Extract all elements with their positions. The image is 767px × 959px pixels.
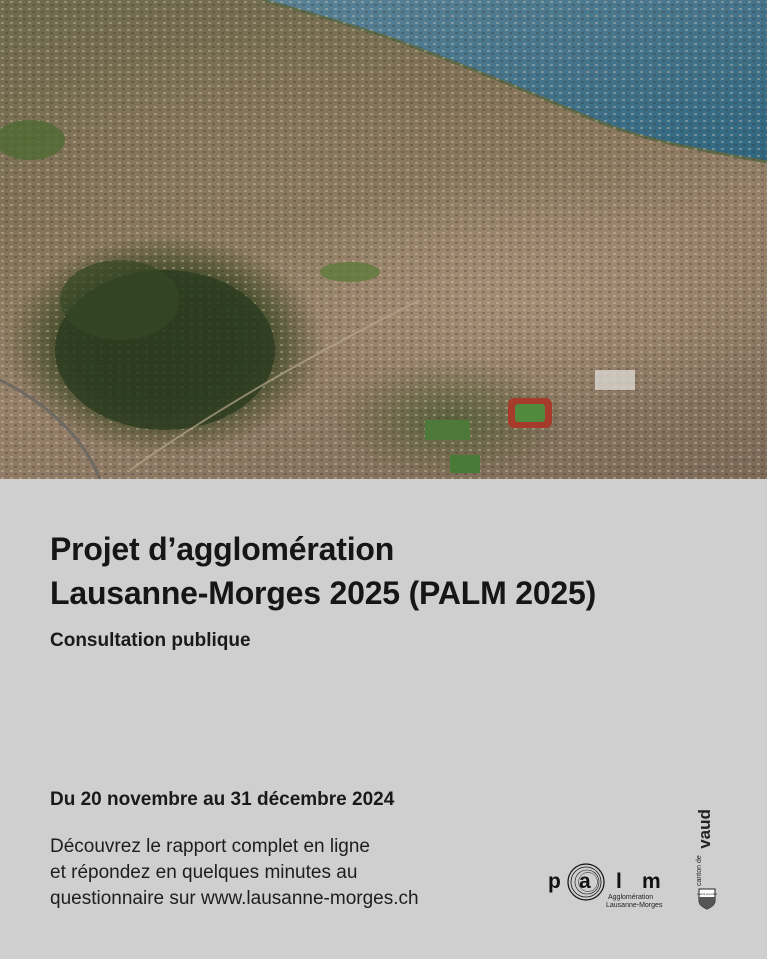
palm-letter-a: a	[579, 870, 591, 893]
description-line-2: et répondez en quelques minutes au	[50, 862, 358, 883]
consultation-dates: Du 20 novembre au 31 décembre 2024	[50, 789, 395, 810]
palm-sub-line-2: Lausanne-Morges	[606, 902, 663, 909]
description-line-3: questionnaire sur www.lausanne-morges.ch	[50, 888, 419, 909]
title-line-2: Lausanne-Morges 2025 (PALM 2025)	[50, 575, 597, 611]
palm-subtitle	[606, 894, 664, 910]
lake-geneva-area	[0, 0, 767, 479]
page-title	[50, 527, 596, 615]
subtitle: Consultation publique	[50, 630, 251, 651]
palm-letter-m: m	[642, 870, 661, 893]
canton-vaud-logo	[694, 809, 720, 910]
palm-logo	[546, 858, 664, 910]
vaud-big-text: vaud	[695, 809, 714, 849]
palm-letter-l: l	[616, 870, 622, 893]
shield-text: liberté et patrie	[696, 893, 718, 896]
palm-letters	[546, 870, 664, 896]
shield-icon	[698, 888, 716, 910]
palm-letter-p: p	[548, 870, 561, 893]
palm-sub-line-1: Agglomération	[608, 894, 654, 901]
vaud-wordmark	[694, 809, 720, 886]
vaud-small-text: canton de	[696, 855, 703, 886]
description-line-1: Découvrez le rapport complet en ligne	[50, 836, 371, 857]
description	[50, 834, 520, 912]
title-line-1: Projet d’agglomération	[50, 531, 395, 567]
aerial-photo-lausanne	[0, 0, 767, 479]
